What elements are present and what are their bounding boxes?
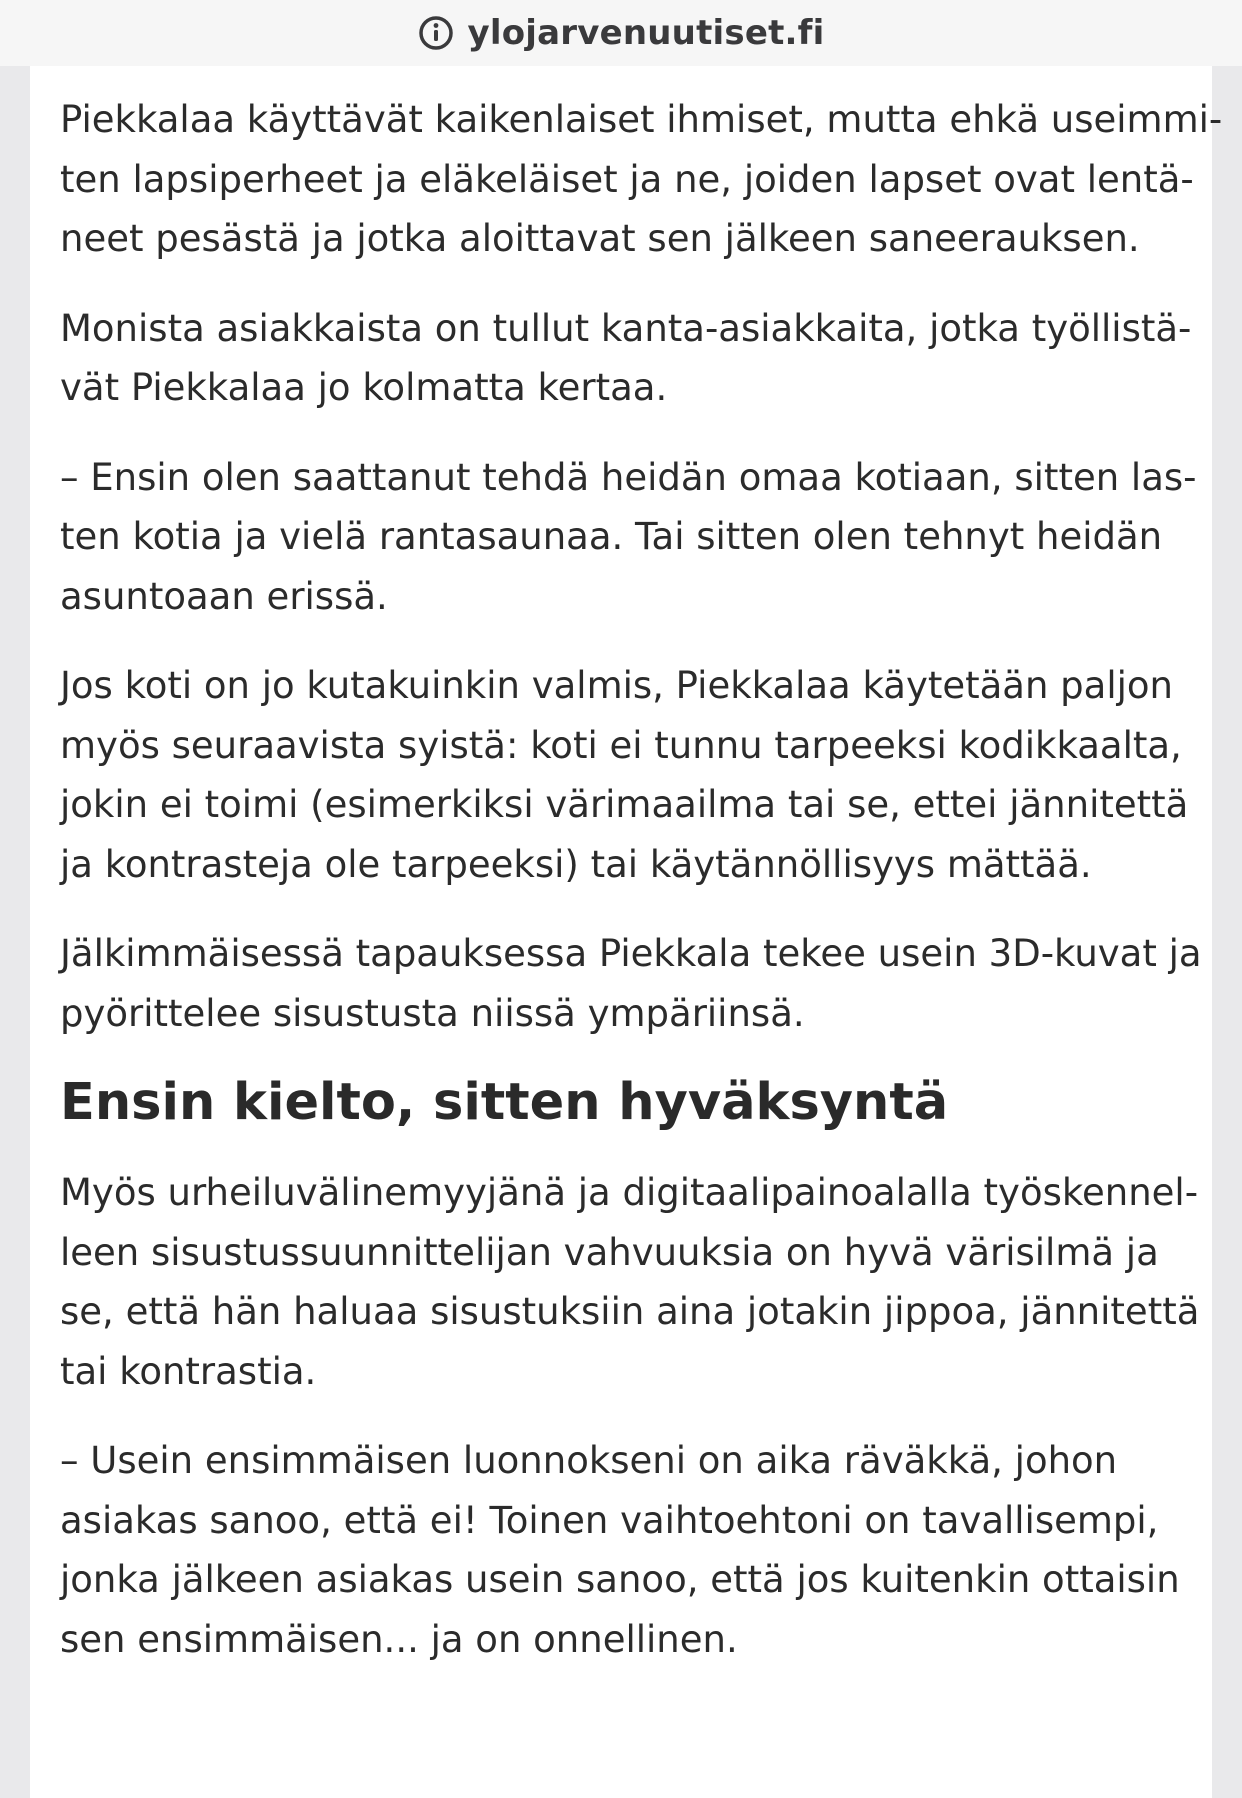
paragraph-line: jokin ei toimi (esimerkiksi värimaailma tai se, ettei jännitettä [60, 783, 1189, 826]
article-page [30, 66, 1223, 1798]
paragraph-line: asuntoaan erissä. [60, 574, 388, 618]
paragraph-line: asiakas sanoo, että ei! Toinen vaihtoehtoni on tavallisempi, [60, 1498, 1159, 1542]
paragraph-line: leen sisustussuunnittelijan vahvuuksia on hyvä värisilmä ja [60, 1230, 1159, 1274]
paragraph-line: vät Piekkalaa jo kolmatta kertaa. [60, 366, 668, 409]
url-text[interactable]: ylojarvenuutiset.fi [467, 13, 825, 53]
article-body [60, 90, 1223, 1699]
paragraph-line: Jos koti on jo kutakuinkin valmis, Piekkalaa käytetään paljon [60, 664, 1173, 707]
article-paragraph [60, 448, 1200, 627]
paragraph-line: Myös urheiluvälinemyyjänä ja digitaalipainoalalla työskennel- [60, 1171, 1199, 1214]
section-heading: Ensin kielto, sitten hyväksyntä [60, 1073, 949, 1132]
info-icon[interactable] [418, 15, 454, 51]
paragraph-line: se, että hän haluaa sisustuksiin aina jotakin jippoa, jännitettä [60, 1290, 1200, 1333]
article-paragraph [60, 90, 1223, 269]
article-paragraph [60, 299, 1200, 418]
paragraph-line: ja kontrasteja ole tarpeeksi) tai käytännöllisyys mättää. [60, 842, 1092, 886]
article-paragraph [60, 1431, 1200, 1669]
paragraph-line: – Ensin olen saattanut tehdä heidän omaa kotiaan, sitten las- [60, 455, 1197, 499]
paragraph-line: Piekkalaa käyttävät kaikenlaiset ihmiset, mutta ehkä useimmi- [60, 98, 1223, 141]
paragraph-line: ten kotia ja vielä rantasaunaa. Tai sitten olen tehnyt heidän [60, 515, 1163, 558]
paragraph-line: tai kontrastia. [60, 1349, 317, 1393]
paragraph-line: myös seuraavista syistä: koti ei tunnu tarpeeksi kodikkaalta, [60, 723, 1182, 767]
paragraph-line: jonka jälkeen asiakas usein sanoo, että jos kuitenkin ottaisin [60, 1558, 1180, 1601]
article-paragraph [60, 656, 1200, 894]
address-bar[interactable] [0, 0, 1242, 66]
paragraph-line: Monista asiakkaista on tullut kanta-asiakkaita, jotka työllistä- [60, 306, 1192, 350]
paragraph-line: – Usein ensimmäisen luonnokseni on aika räväkkä, johon [60, 1439, 1118, 1482]
paragraph-line: sen ensimmäisen... ja on onnellinen. [60, 1617, 738, 1661]
paragraph-line: Jälkimmäisessä tapauksessa Piekkala tekee usein 3D-kuvat ja [60, 932, 1202, 975]
paragraph-line: pyörittelee sisustusta niissä ympäriinsä. [60, 991, 805, 1035]
article-paragraph [60, 924, 1200, 1043]
paragraph-line: ten lapsiperheet ja eläkeläiset ja ne, joiden lapset ovat lentä- [60, 157, 1194, 201]
article-paragraph [60, 1163, 1200, 1401]
paragraph-line: neet pesästä ja jotka aloittavat sen jälkeen saneerauksen. [60, 217, 1140, 260]
